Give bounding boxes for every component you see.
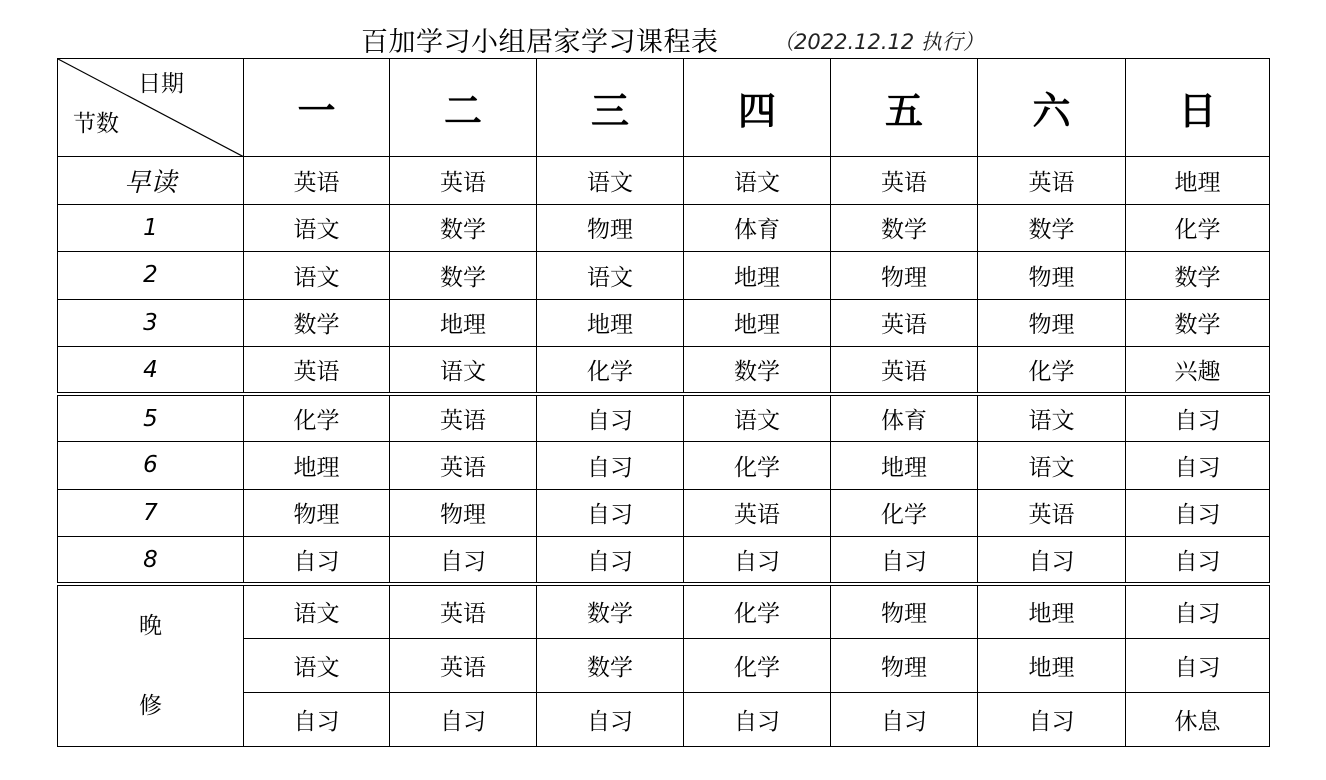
period-label: 2: [58, 252, 244, 300]
table-row: [58, 394, 1270, 442]
table-cell: 自习: [390, 537, 537, 585]
table-cell: 语文: [244, 638, 390, 692]
table-cell: 自习: [978, 537, 1126, 585]
table-cell: 化学: [684, 584, 831, 638]
period-label: 3: [58, 299, 244, 347]
evening-label-line1: 晚: [139, 613, 162, 639]
period-label: 4: [58, 347, 244, 395]
table-cell: 地理: [390, 299, 537, 347]
table-cell: 英语: [831, 157, 978, 205]
table-row: [58, 204, 1270, 252]
table-cell: 地理: [1126, 157, 1270, 205]
table-cell: 地理: [684, 299, 831, 347]
table-row: [58, 442, 1270, 490]
table-cell: 语文: [537, 157, 684, 205]
table-cell: 数学: [537, 584, 684, 638]
table-cell: 语文: [684, 157, 831, 205]
table-cell: 物理: [831, 252, 978, 300]
table-cell: 休息: [1126, 692, 1270, 746]
table-cell: 语文: [978, 442, 1126, 490]
table-cell: 英语: [831, 347, 978, 395]
table-cell: 自习: [684, 537, 831, 585]
table-cell: 英语: [244, 157, 390, 205]
table-cell: 数学: [390, 204, 537, 252]
corner-period-label: 节数: [73, 111, 119, 137]
table-cell: 物理: [978, 252, 1126, 300]
table-cell: 英语: [244, 347, 390, 395]
table-row: [58, 157, 1270, 205]
day-header-1: 一: [244, 59, 390, 157]
table-cell: 化学: [244, 394, 390, 442]
table-cell: 自习: [244, 692, 390, 746]
table-cell: 数学: [244, 299, 390, 347]
table-cell: 地理: [684, 252, 831, 300]
table-cell: 英语: [831, 299, 978, 347]
corner-date-label: 日期: [138, 71, 184, 97]
table-cell: 英语: [390, 394, 537, 442]
table-row: [58, 489, 1270, 537]
schedule-table: [57, 58, 1270, 747]
table-cell: 地理: [244, 442, 390, 490]
table-cell: 自习: [831, 692, 978, 746]
table-cell: 语文: [244, 204, 390, 252]
table-cell: 自习: [537, 692, 684, 746]
table-cell: 地理: [831, 442, 978, 490]
effective-date-note: （2022.12.12 执行）: [773, 30, 984, 54]
table-cell: 化学: [831, 489, 978, 537]
table-cell: 化学: [537, 347, 684, 395]
table-cell: 物理: [831, 584, 978, 638]
day-header-5: 五: [831, 59, 978, 157]
table-cell: 物理: [244, 489, 390, 537]
day-header-7: 日: [1126, 59, 1270, 157]
day-header-3: 三: [537, 59, 684, 157]
table-cell: 语文: [978, 394, 1126, 442]
table-row: [58, 347, 1270, 395]
table-cell: 自习: [1126, 489, 1270, 537]
evening-row: [58, 584, 1270, 638]
table-cell: 数学: [684, 347, 831, 395]
table-cell: 化学: [978, 347, 1126, 395]
period-label: 5: [58, 394, 244, 442]
period-label: 8: [58, 537, 244, 585]
table-cell: 自习: [244, 537, 390, 585]
table-cell: 语文: [684, 394, 831, 442]
table-cell: 数学: [1126, 299, 1270, 347]
table-cell: 地理: [978, 638, 1126, 692]
table-cell: 数学: [831, 204, 978, 252]
day-header-4: 四: [684, 59, 831, 157]
table-cell: 物理: [978, 299, 1126, 347]
table-cell: 英语: [390, 157, 537, 205]
table-cell: 英语: [390, 442, 537, 490]
table-cell: 地理: [978, 584, 1126, 638]
table-cell: 英语: [390, 638, 537, 692]
evening-study-label: [58, 584, 244, 747]
table-cell: 自习: [684, 692, 831, 746]
table-cell: 语文: [537, 252, 684, 300]
table-cell: 自习: [1126, 442, 1270, 490]
period-label: 6: [58, 442, 244, 490]
table-cell: 自习: [537, 489, 684, 537]
table-cell: 数学: [537, 638, 684, 692]
table-cell: 体育: [831, 394, 978, 442]
table-cell: 兴趣: [1126, 347, 1270, 395]
table-cell: 数学: [1126, 252, 1270, 300]
table-cell: 自习: [537, 394, 684, 442]
table-cell: 自习: [1126, 638, 1270, 692]
table-cell: 地理: [537, 299, 684, 347]
table-cell: 体育: [684, 204, 831, 252]
table-cell: 化学: [684, 638, 831, 692]
table-cell: 物理: [831, 638, 978, 692]
table-cell: 英语: [978, 157, 1126, 205]
period-label: 7: [58, 489, 244, 537]
period-label: 早读: [58, 157, 244, 205]
table-cell: 英语: [684, 489, 831, 537]
table-cell: 语文: [244, 252, 390, 300]
page-title: 百加学习小组居家学习课程表: [361, 27, 719, 58]
table-cell: 语文: [390, 347, 537, 395]
table-cell: 语文: [244, 584, 390, 638]
table-cell: 英语: [390, 584, 537, 638]
table-cell: 英语: [978, 489, 1126, 537]
table-cell: 化学: [1126, 204, 1270, 252]
day-header-6: 六: [978, 59, 1126, 157]
table-cell: 自习: [1126, 584, 1270, 638]
table-row: [58, 299, 1270, 347]
table-row: [58, 537, 1270, 585]
header-row: [58, 59, 1270, 157]
table-cell: 自习: [1126, 537, 1270, 585]
period-label: 1: [58, 204, 244, 252]
table-cell: 物理: [537, 204, 684, 252]
table-cell: 自习: [537, 537, 684, 585]
table-cell: 自习: [390, 692, 537, 746]
table-cell: 物理: [390, 489, 537, 537]
table-cell: 数学: [390, 252, 537, 300]
table-cell: 自习: [978, 692, 1126, 746]
table-row: [58, 252, 1270, 300]
title-row: [0, 16, 1326, 58]
table-cell: 自习: [831, 537, 978, 585]
table-cell: 数学: [978, 204, 1126, 252]
day-header-2: 二: [390, 59, 537, 157]
table-cell: 化学: [684, 442, 831, 490]
table-cell: 自习: [1126, 394, 1270, 442]
evening-label-line2: 修: [139, 693, 162, 719]
corner-cell: [58, 59, 244, 157]
table-cell: 自习: [537, 442, 684, 490]
